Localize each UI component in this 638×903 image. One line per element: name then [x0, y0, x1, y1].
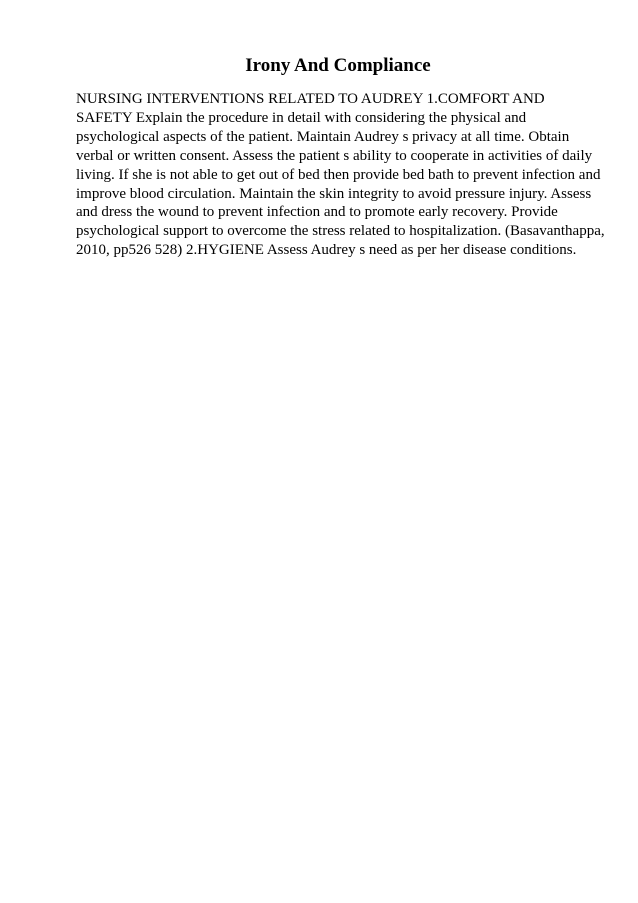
body-line: living. If she is not able to get out of bed then provide bed bath to prevent infection and	[76, 166, 601, 183]
body-line: and dress the wound to prevent infection and to promote early recovery. Provide	[76, 204, 558, 221]
body-line: 2010, pp526 528) 2.HYGIENE Assess Audrey s need as per her disease conditions.	[76, 242, 577, 259]
document-body	[76, 90, 606, 260]
body-line: psychological aspects of the patient. Maintain Audrey s privacy at all time. Obtain	[76, 128, 570, 145]
body-line: NURSING INTERVENTIONS RELATED TO AUDREY 1.COMFORT AND	[76, 91, 545, 107]
body-line: SAFETY Explain the procedure in detail with considering the physical and	[76, 109, 527, 126]
body-line: improve blood circulation. Maintain the skin integrity to avoid pressure injury. Assess	[76, 185, 592, 202]
body-line: verbal or written consent. Assess the patient s ability to cooperate in activities of daily	[76, 147, 593, 164]
document-title: Irony And Compliance	[245, 55, 431, 76]
body-line: psychological support to overcome the stress related to hospitalization. (Basavanthappa,	[76, 223, 605, 240]
